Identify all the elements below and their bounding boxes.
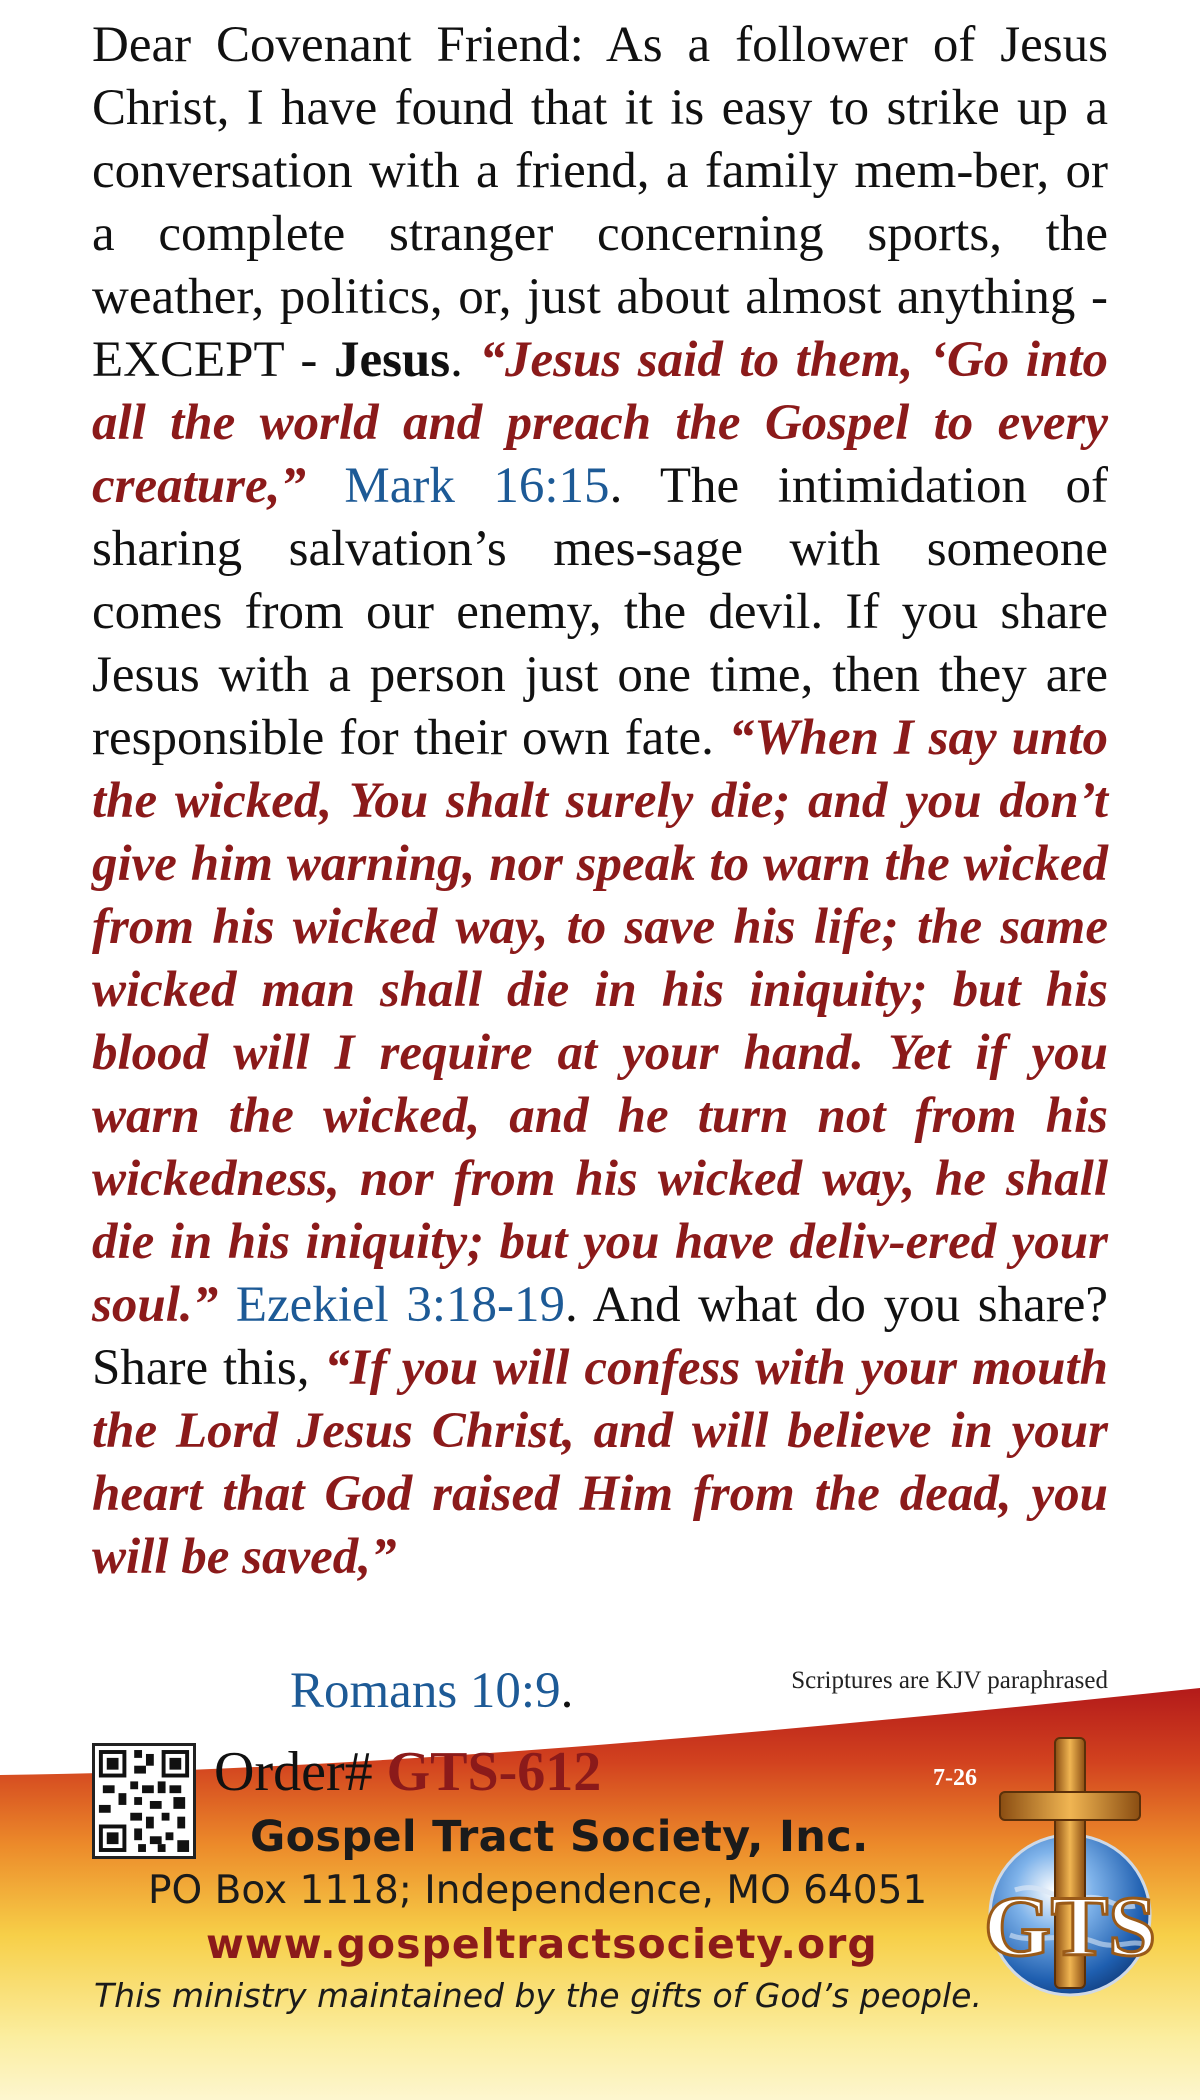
logo-text: GTS	[983, 1878, 1157, 1974]
jesus-emphasis: Jesus	[333, 332, 451, 388]
quote-mark-16: “Jesus said to them, ‘Go into all the world and preach the Gospel to every creature,”	[92, 332, 1108, 514]
reference-romans-line	[290, 1660, 573, 1723]
qr-code-graphic	[95, 1746, 193, 1856]
intro-text: Dear Covenant Friend: As a follower of Jesus Christ, I have found that it is easy to strike up a conversation with a friend, a family mem-ber, or a complete stranger concerning sports, the weather, politics, or, just about almost anything - EXCEPT -	[92, 17, 1108, 388]
reference-mark: Mark 16:15	[344, 458, 610, 514]
tract-paragraph	[92, 14, 1108, 1589]
intro-end: .	[450, 332, 480, 388]
order-label: Order#	[214, 1741, 387, 1803]
kjv-note: Scriptures are KJV paraphrased	[791, 1667, 1108, 1694]
closing-text: . And what do you share? Share this,	[92, 1277, 1108, 1396]
quote-ezekiel: “When I say unto the wicked, You shalt surely die; and you don’t give him warning, nor speak to warn the wicked from his wicked way, to save his life; the same wicked man shall die in his iniquity; but his blood will I require at your hand. Yet if you warn the wicked, and he turn not from his wickedness, nor from his wicked way, he shall die in his iniquity; but you have deliv-ered your soul.”	[92, 710, 1108, 1333]
order-number	[214, 1740, 601, 1804]
reference-romans: Romans 10:9	[290, 1663, 561, 1719]
middle-text: . The intimidation of sharing salvation’s mes-sage with someone comes from our enemy, the devil. If you share Jesus with a person just one time, then they are responsible for their own fate.	[92, 458, 1109, 766]
print-code: 7-26	[933, 1765, 977, 1791]
qr-code-icon[interactable]	[92, 1743, 196, 1859]
cross-globe-logo-icon	[975, 1730, 1165, 2010]
tract-body	[92, 14, 1108, 1589]
quote-romans: “If you will confess with your mouth the Lord Jesus Christ, and will believe in your heart that God raised Him from the dead, you will be saved,”	[92, 1340, 1108, 1585]
order-code: GTS-612	[386, 1741, 602, 1803]
reference-romans-period: .	[560, 1663, 574, 1719]
reference-ezekiel: Ezekiel 3:18-19	[235, 1277, 566, 1333]
website-link[interactable]: www.gospeltractsociety.org	[206, 1920, 878, 1968]
organization-name: Gospel Tract Society, Inc.	[250, 1812, 869, 1862]
ministry-tagline: This ministry maintained by the gifts of God’s people.	[94, 1976, 982, 2015]
mailing-address: PO Box 1118; Independence, MO 64051	[148, 1868, 928, 1913]
